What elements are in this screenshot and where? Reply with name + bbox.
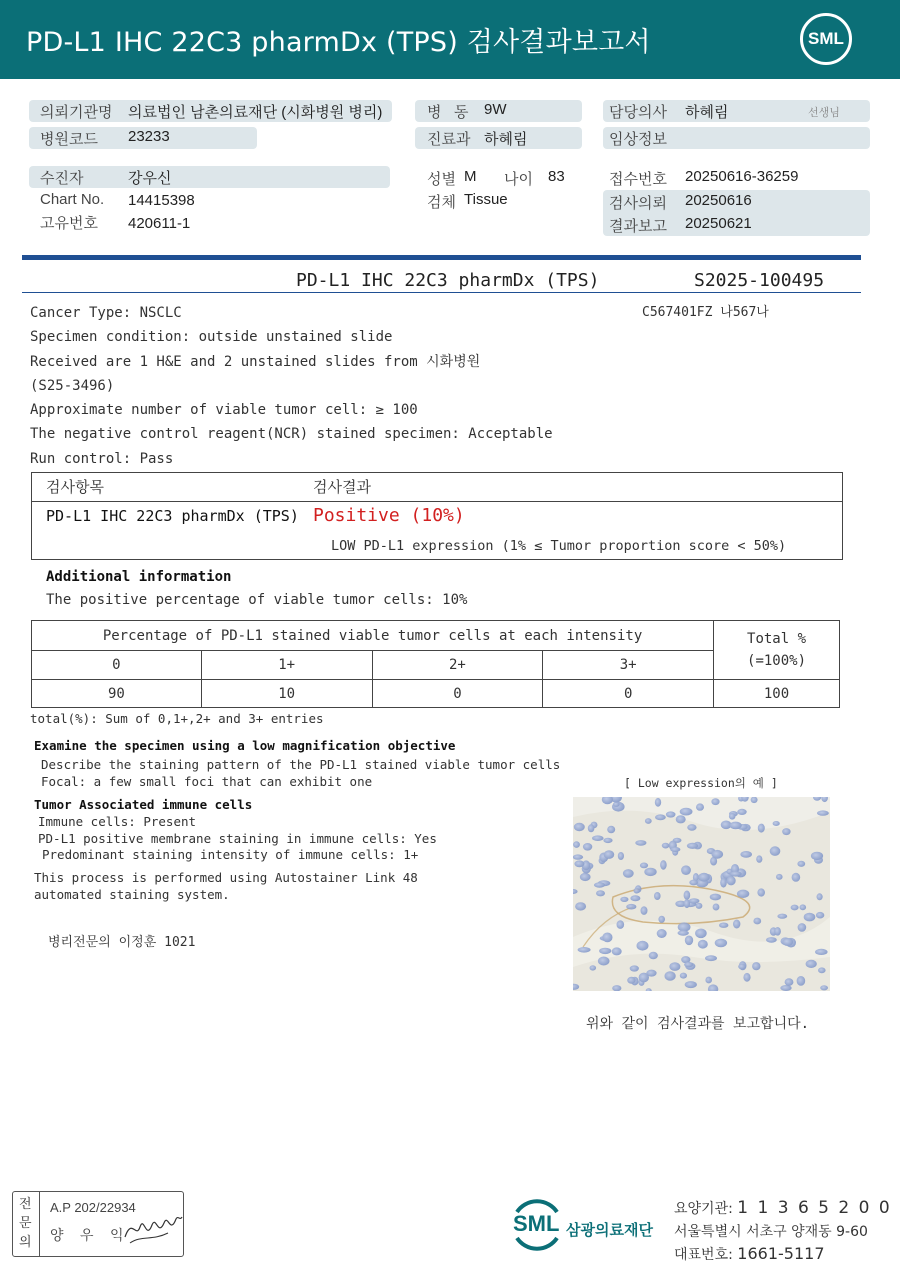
cell-nucleus [583, 843, 592, 851]
examine-title: Examine the specimen using a low magnification objective [34, 738, 456, 753]
cell-nucleus [730, 871, 742, 876]
cell-nucleus [680, 973, 687, 979]
cell-nucleus [637, 941, 649, 951]
footer-code-row [674, 1198, 892, 1218]
cell-nucleus [635, 840, 646, 846]
cell-nucleus [573, 854, 583, 859]
level-cell: 2+ [372, 651, 543, 680]
ward-value: 9W [484, 101, 507, 118]
cell-nucleus [792, 873, 801, 882]
cell-nucleus [627, 977, 635, 984]
cell-nucleus [689, 898, 700, 903]
cell-nucleus [654, 892, 661, 900]
examine-line: Describe the staining pattern of the PD-L1 stained viable tumor cells [41, 757, 561, 772]
cell-nucleus [798, 923, 807, 932]
body-line: Run control: Pass [30, 450, 174, 467]
total-note: total(%): Sum of 0,1+,2+ and 3+ entries [30, 711, 324, 726]
report-date-value: 20250621 [685, 215, 752, 232]
cell-nucleus [712, 850, 724, 859]
chart-value: 14415398 [128, 192, 195, 209]
footer-phone-label: 대표번호: [674, 1247, 733, 1263]
cell-nucleus [710, 894, 721, 901]
cell-nucleus [758, 824, 765, 833]
cell-nucleus [644, 868, 656, 876]
footer-phone-row [674, 1244, 825, 1264]
value-cell: 0 [372, 680, 543, 708]
doctor-suffix: 선생님 [808, 107, 840, 119]
report-title: PD-L1 IHC 22C3 pharmDx (TPS) [296, 270, 600, 291]
cell-nucleus [817, 893, 823, 900]
sml-logo-icon: SML [800, 13, 852, 65]
department-value: 하혜림 [484, 131, 528, 148]
cell-nucleus [602, 933, 612, 943]
cell-nucleus [727, 876, 736, 885]
cell-nucleus [657, 929, 667, 938]
cell-nucleus [655, 798, 661, 807]
cell-nucleus [740, 851, 752, 858]
cell-nucleus [620, 897, 628, 902]
specimen-value: Tissue [464, 191, 508, 208]
cell-nucleus [658, 916, 665, 923]
additional-text: The positive percentage of viable tumor cells: 10% [46, 592, 468, 608]
cell-nucleus [696, 903, 703, 909]
cell-nucleus [705, 977, 712, 984]
report-number: S2025-100495 [694, 270, 825, 291]
cell-nucleus [719, 923, 728, 928]
cell-nucleus [599, 948, 611, 954]
cell-nucleus [655, 814, 666, 820]
stamp-label [19, 1195, 32, 1252]
cell-nucleus [630, 895, 640, 901]
cell-nucleus [773, 821, 780, 826]
cell-nucleus [634, 888, 640, 894]
patient-label: 수진자 [40, 170, 84, 187]
receipt-label: 접수번호 [609, 171, 667, 188]
signature-icon [122, 1207, 184, 1247]
request-value: 20250616 [685, 192, 752, 209]
cell-nucleus [817, 810, 829, 815]
cell-nucleus [696, 803, 704, 810]
stamp-char: 전 [19, 1197, 32, 1212]
cell-nucleus [678, 930, 689, 935]
cell-nucleus [684, 962, 693, 967]
cell-nucleus [592, 835, 604, 841]
level-cell: 3+ [543, 651, 714, 680]
unique-value: 420611-1 [128, 215, 191, 232]
cell-nucleus [757, 888, 765, 896]
cell-nucleus [698, 873, 710, 882]
cell-nucleus [777, 914, 787, 919]
cell-nucleus [806, 960, 817, 968]
result-item: PD-L1 IHC 22C3 pharmDx (TPS) [46, 507, 299, 525]
cell-nucleus [662, 843, 670, 849]
cell-nucleus [680, 808, 693, 816]
body-line: The negative control reagent(NCR) stained specimen: Acceptable [30, 426, 553, 443]
pathologist: 병리전문의 이정훈 1021 [48, 935, 196, 950]
cell-nucleus [676, 815, 686, 823]
immune-line: Predominant staining intensity of immune cells: 1+ [42, 847, 419, 862]
intensity-header: Percentage of PD-L1 stained viable tumor cells at each intensity [32, 621, 714, 651]
body-line: Received are 1 H&E and 2 unstained slides from 시화병원 [30, 353, 481, 370]
cell-nucleus [816, 912, 824, 919]
cell-nucleus [598, 957, 610, 966]
cell-nucleus [711, 798, 719, 805]
cell-nucleus [785, 978, 794, 986]
cell-nucleus [818, 967, 826, 973]
cell-nucleus [612, 947, 622, 955]
total-header-line: (=100%) [747, 653, 807, 669]
cell-nucleus [580, 873, 591, 881]
cell-nucleus [729, 813, 736, 820]
footer-org: 삼광의료재단 [566, 1221, 653, 1239]
report-body [30, 301, 553, 471]
sex-value: M [464, 168, 477, 185]
cell-nucleus [685, 936, 693, 946]
intensity-table [31, 620, 840, 708]
result-col2-header: 검사결과 [313, 478, 371, 496]
immune-line: Immune cells: Present [38, 814, 197, 829]
ward-label: 병 동 [427, 104, 469, 121]
cell-nucleus [753, 918, 761, 925]
process-lines [34, 869, 418, 903]
report-date-label: 결과보고 [609, 218, 667, 235]
cell-nucleus [715, 939, 727, 948]
cell-nucleus [590, 965, 597, 970]
cell-nucleus [649, 952, 658, 960]
top-rule [22, 255, 861, 260]
result-positive: Positive (10%) [313, 505, 465, 526]
cell-nucleus [811, 852, 823, 860]
footer-phone: 1661-5117 [737, 1244, 825, 1263]
body-line: Specimen condition: outside unstained slide [30, 329, 393, 346]
cell-nucleus [713, 904, 720, 911]
clinical-label: 임상정보 [609, 131, 667, 148]
process-line: This process is performed using Autostainer Link 48 [34, 870, 418, 885]
hospital-code-label: 병원코드 [40, 131, 98, 148]
cell-nucleus [782, 828, 790, 835]
cell-nucleus [681, 865, 691, 875]
cell-nucleus [782, 938, 793, 946]
cell-nucleus [705, 955, 717, 961]
cell-nucleus [737, 890, 749, 898]
body-line: Approximate number of viable tumor cell: ≥ 100 [30, 402, 418, 419]
cell-nucleus [604, 850, 614, 859]
cell-nucleus [623, 869, 634, 878]
value-cell: 0 [543, 680, 714, 708]
cell-nucleus [669, 962, 680, 971]
cell-nucleus [687, 843, 698, 849]
stamp-char: 의 [19, 1235, 32, 1250]
cell-nucleus [698, 940, 708, 949]
footer-address: 서울특별시 서초구 양재동 9-60 [674, 1224, 868, 1240]
immune-lines [38, 814, 437, 864]
chart-label: Chart No. [40, 191, 105, 208]
cell-nucleus [774, 927, 781, 936]
title-rule [22, 292, 861, 293]
cell-nucleus [720, 878, 727, 888]
cell-nucleus [733, 920, 740, 929]
department-label: 진료과 [427, 131, 471, 148]
cell-nucleus [603, 838, 612, 843]
result-note: LOW PD-L1 expression (1% ≤ Tumor proportion score < 50%) [331, 538, 787, 554]
cell-nucleus [743, 973, 750, 982]
cell-nucleus [738, 964, 746, 970]
cell-nucleus [578, 947, 591, 953]
cell-nucleus [776, 874, 783, 880]
receipt-value: 20250616-36259 [685, 168, 799, 185]
page-title: PD-L1 IHC 22C3 pharmDx (TPS) 검사결과보고서 [26, 27, 651, 58]
cell-nucleus [588, 824, 595, 832]
cell-nucleus [752, 962, 760, 970]
cell-nucleus [660, 860, 667, 870]
cell-nucleus [729, 822, 741, 830]
cell-nucleus [800, 904, 807, 910]
cell-nucleus [780, 985, 791, 991]
cell-nucleus [670, 847, 680, 852]
cell-nucleus [617, 920, 625, 929]
sex-label: 성별 [427, 171, 456, 188]
cell-nucleus [594, 882, 605, 887]
unique-label: 고유번호 [40, 215, 98, 232]
cell-nucleus [630, 965, 639, 971]
cell-nucleus [618, 852, 624, 860]
cell-nucleus [687, 824, 696, 831]
immune-line: PD-L1 positive membrane staining in immune cells: Yes [38, 830, 437, 846]
cell-nucleus [797, 976, 806, 986]
cell-nucleus [665, 971, 676, 981]
cell-nucleus [756, 855, 762, 862]
request-label: 검사의뢰 [609, 195, 667, 212]
value-cell: 90 [32, 680, 202, 708]
total-header [714, 621, 840, 680]
closing-text: 위와 같이 검사결과를 보고합니다. [586, 1016, 810, 1032]
cell-nucleus [791, 905, 799, 911]
image-caption: [ Low expression의 예 ] [624, 776, 778, 790]
total-header-line: Total % [747, 631, 807, 647]
cell-nucleus [695, 929, 707, 939]
institution-label: 의뢰기관명 [40, 104, 113, 121]
age-value: 83 [548, 168, 565, 185]
cell-nucleus [574, 823, 585, 831]
stamp-name: 양 우 익 [50, 1228, 130, 1244]
cell-nucleus [596, 890, 605, 896]
cell-nucleus [574, 860, 584, 867]
cell-nucleus [645, 818, 652, 824]
process-line: automated staining system. [34, 887, 230, 902]
micrograph-image [573, 797, 830, 991]
footer-code: 1 1 3 6 5 2 0 0 [737, 1198, 892, 1218]
cell-nucleus [685, 981, 697, 988]
footer-code-label: 요양기관: [674, 1201, 733, 1217]
total-cell: 100 [714, 680, 840, 708]
cell-nucleus [689, 880, 698, 886]
body-line: Cancer Type: NSCLC [30, 305, 182, 321]
result-col1-header: 검사항목 [46, 478, 104, 496]
value-cell: 10 [201, 680, 372, 708]
footer-logo-text: SML [513, 1211, 560, 1236]
examine-line: Focal: a few small foci that can exhibit one [41, 774, 373, 789]
immune-title: Tumor Associated immune cells [34, 797, 253, 812]
cell-nucleus [815, 949, 828, 955]
result-table-divider [31, 501, 843, 502]
cell-nucleus [804, 913, 816, 922]
cell-nucleus [766, 937, 777, 943]
examine-lines [41, 756, 560, 790]
cell-nucleus [770, 846, 781, 856]
level-cell: 1+ [201, 651, 372, 680]
cell-nucleus [639, 973, 649, 983]
cell-nucleus [820, 985, 828, 990]
cell-nucleus [626, 904, 636, 910]
hospital-code-value: 23233 [128, 128, 170, 145]
body-line: (S25-3496) [30, 377, 115, 394]
cell-nucleus [641, 906, 648, 915]
patient-value: 강우신 [128, 170, 172, 187]
additional-title: Additional information [46, 569, 232, 585]
cell-nucleus [607, 826, 615, 833]
level-cell: 0 [32, 651, 202, 680]
ap-number: A.P 202/22934 [50, 1200, 136, 1215]
cell-nucleus [684, 891, 691, 900]
cell-nucleus [573, 841, 580, 848]
cell-nucleus [737, 809, 746, 815]
specimen-label: 검체 [427, 194, 456, 211]
stamp-char: 문 [19, 1216, 32, 1231]
cell-nucleus [797, 861, 805, 867]
institution-value: 의료법인 남촌의료재단 (시화병원 병리) [128, 104, 383, 121]
cell-nucleus [575, 902, 586, 910]
doctor-value: 하혜림 [685, 104, 729, 121]
cell-nucleus [666, 811, 676, 817]
doctor-label: 담당의사 [609, 104, 667, 121]
cell-nucleus [640, 863, 648, 869]
report-code: C567401FZ 나567나 [642, 305, 769, 320]
age-label: 나이 [504, 171, 533, 188]
